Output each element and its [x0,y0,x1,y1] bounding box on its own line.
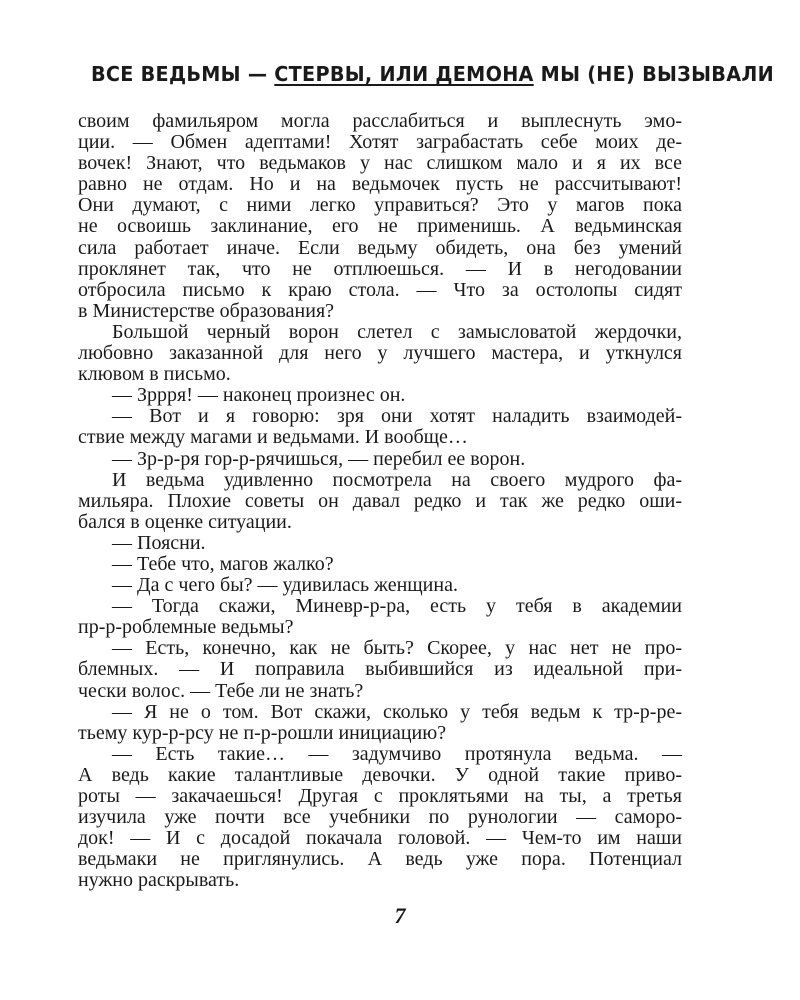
text-line: ведьмаки не приглянулись. А ведь уже пора. Потенциал [78,848,682,871]
text-line: нужно раскрывать. [78,869,240,892]
body-text [78,111,682,891]
text-line: Большой черный ворон слетел с замысловатой жердочки, [112,320,682,343]
text-line: бался в оценке ситуации. [78,510,292,533]
text-line: равно не отдам. Но и на ведьмочек пусть не рассчитывают! [78,173,682,196]
text-line: ции. — Обмен адептами! Хотят заграбастать себе моих де- [78,131,682,154]
running-header [90,62,774,86]
text-line: Они думают, с ними легко управиться? Это у магов пока [78,194,682,217]
header-title-part3: МЫ (НЕ) ВЫЗЫВАЛИ [533,62,774,86]
text-line: — Есть такие… — задумчиво протянула ведьма. — [112,742,682,765]
text-line: — Есть, конечно, как не быть? Скорее, у нас нет не про- [112,637,682,660]
text-line: — Я не о том. Вот скажи, сколько у тебя ведьм к тр-р-ре- [112,700,682,723]
header-title-underlined: СТЕРВЫ, ИЛИ ДЕМОНА [274,62,534,86]
text-line: пр-р-роблемные ведьмы? [78,616,294,639]
text-line: — Тебе что, магов жалко? [112,552,334,575]
text-line: любовно заказанной для него у лучшего мастера, и уткнулся [78,342,682,365]
text-line: сила работает иначе. Если ведьму обидеть, она без умений [78,236,682,259]
text-line: — Поясни. [112,531,206,554]
text-line: А ведь какие талантливые девочки. У одной такие приво- [78,763,682,786]
text-line: И ведьма удивленно посмотрела на своего мудрого фа- [112,468,682,491]
text-line: — Зррря! — наконец произнес он. [112,384,406,407]
text-line: чески волос. — Тебе ли не знать? [78,679,364,702]
text-line: — Да с чего бы? — удивилась женщина. [112,574,458,597]
text-line: вочек! Знают, что ведьмаков у нас слишком мало и я их все [78,152,682,175]
text-line: клювом в письмо. [78,363,231,386]
page-number: 7 [394,903,406,928]
text-line: своим фамильяром могла расслабиться и выплеснуть эмо- [78,110,682,132]
text-line: док! — И с досадой покачала головой. — Чем-то им наши [78,827,682,850]
text-line: — Вот и я говорю: зря они хотят наладить взаимодей- [112,405,682,428]
text-line: в Министерстве образования? [78,299,335,322]
text-line: ствие между магами и ведьмами. И вообще… [78,426,468,449]
text-line: мильяра. Плохие советы он давал редко и так же редко оши- [78,489,682,512]
text-line: изучила уже почти все учебники по рунологии — саморо- [78,806,682,829]
text-line: блемных. — И поправила выбившийся из идеальной при- [78,658,682,681]
text-line: проклянет так, что не отплюешься. — И в негодовании [78,257,682,280]
text-line: тьему кур-р-рсу не п-р-рошли инициацию? [78,721,447,744]
text-line: — Зр-р-ря гор-р-рячишься, — перебил ее ворон. [112,447,526,470]
header-title-part1: ВСЕ ВЕДЬМЫ — [90,62,275,86]
text-line: отбросила письмо к краю стола. — Что за остолопы сидят [78,278,682,301]
text-line: — Тогда скажи, Миневр-р-ра, есть у тебя в академии [112,595,682,618]
text-line: не освоишь заклинание, его не применишь. А ведьминская [78,215,682,238]
text-line: роты — закачаешься! Другая с проклятьями на ты, а третья [78,785,682,807]
